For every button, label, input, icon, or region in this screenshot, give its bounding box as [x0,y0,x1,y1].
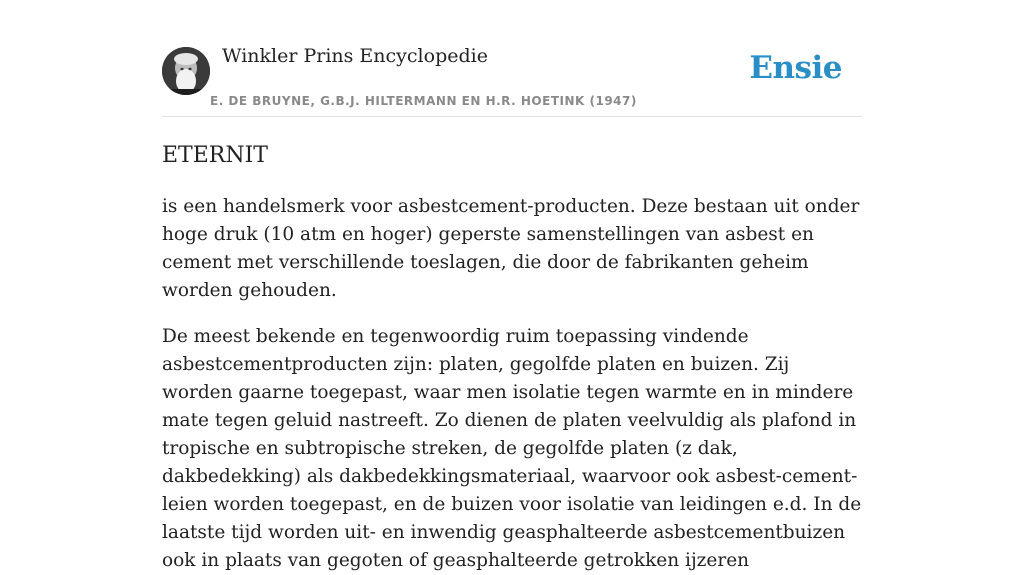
entry-body [162,193,862,575]
entry-paragraph: is een handelsmerk voor asbestcement-producten. Deze bestaan uit onder hoge druk (10 atm en hoger) geperste samenstellingen van asbest en cement met verschillende toeslagen, die door de fabrikanten geheim worden gehouden. [162,196,860,301]
entry-paragraph: De meest bekende en tegenwoordig ruim toepassing vindende asbestcementproducten zijn: platen, gegolfde platen en buizen. Zij worden gaarne toegepast, waar men isolatie tegen warmte en in mindere mate tegen geluid nastreeft. Zo dienen de platen veelvuldig als plafond in tropische en subtropische streken, de gegolfde platen (z dak, dakbedekking) als dakbedekkingsmateriaal, waarvoor ook asbest-cement-leien worden toegepast, en de buizen voor isolatie van leidingen e.d. In de laatste tijd worden uit- en inwendig geasphalteerde asbestcementbuizen ook in plaats van gegoten of geasphalteerde getrokken ijzeren [162,326,862,571]
source-authors: E. DE BRUYNE, G.B.J. HILTERMANN EN H.R. HOETINK (1947) [210,94,637,108]
entry-title: ETERNIT [162,143,268,168]
source-header [162,0,862,117]
ensie-logo[interactable]: Ensie [749,50,842,86]
source-title[interactable]: Winkler Prins Encyclopedie [222,45,488,67]
source-avatar[interactable] [162,47,210,95]
page [162,0,862,575]
portrait-avatar-icon [162,47,210,95]
